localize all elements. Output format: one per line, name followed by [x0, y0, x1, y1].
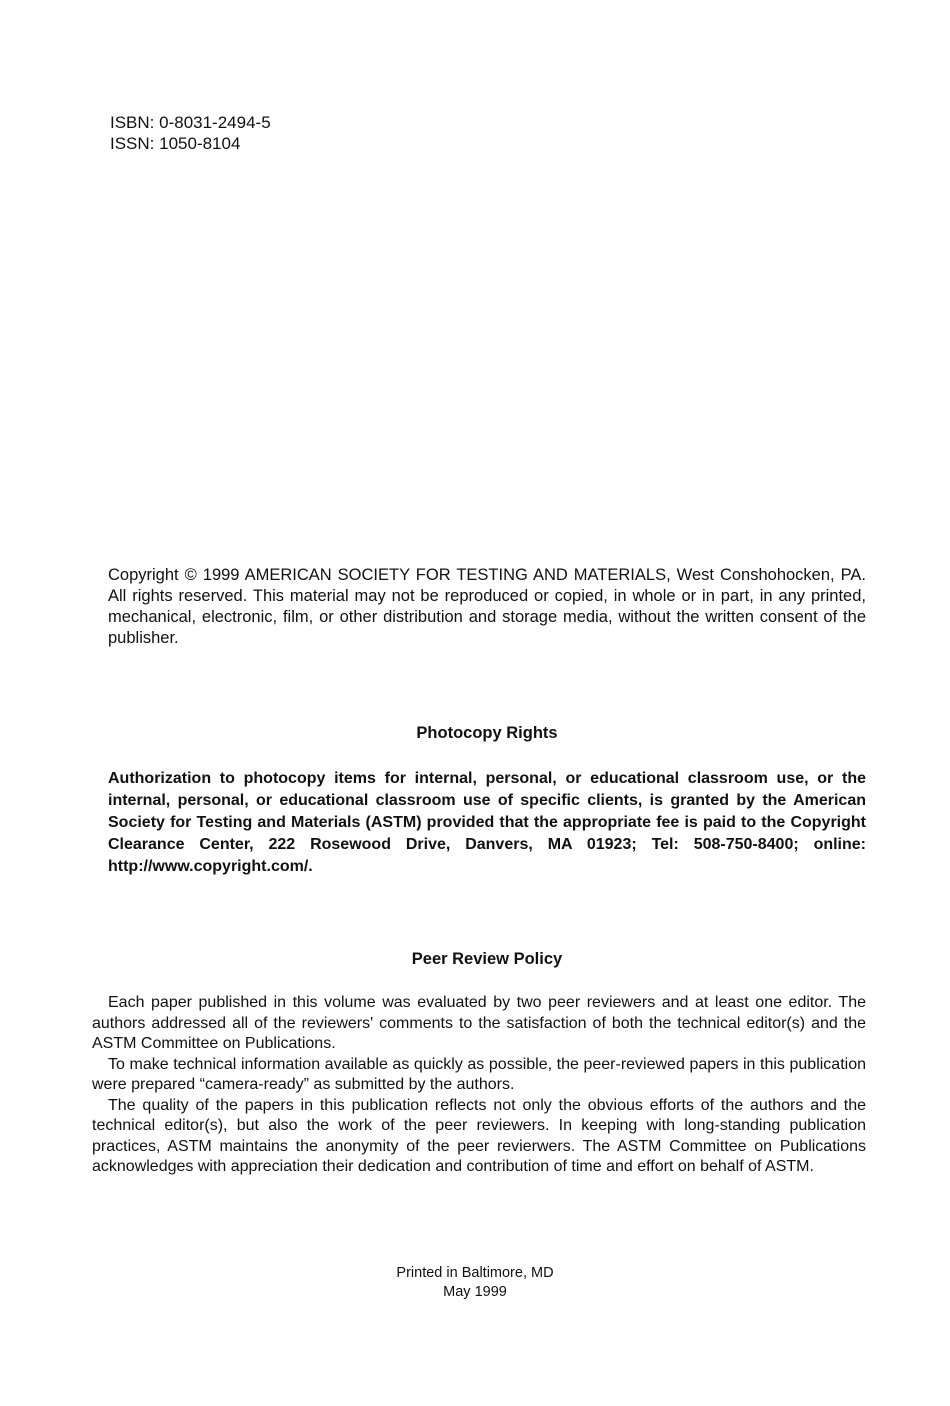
printed-location: Printed in Baltimore, MD	[396, 1265, 554, 1281]
peer-review-paragraph: Each paper published in this volume was evaluated by two peer reviewers and at least one editor. The authors addressed all of the reviewers' comments to the satisfaction of both the technical editor(s) and the ASTM Committee on Publications.	[92, 994, 866, 1052]
peer-review-heading: Peer Review Policy	[411, 950, 563, 968]
peer-review-body	[92, 993, 866, 1178]
issn-line: ISSN: 1050-8104	[110, 134, 241, 153]
printed-date: May 1999	[443, 1284, 507, 1300]
peer-review-paragraph: To make technical information available as quickly as possible, the peer-reviewed papers in this publication were prepared “camera-ready” as submitted by the authors.	[92, 1055, 866, 1093]
photocopy-rights-heading: Photocopy Rights	[416, 724, 558, 742]
imprint-block	[108, 1264, 842, 1302]
photocopy-rights-body: Authorization to photocopy items for internal, personal, or educational classroom use, or the internal, personal, or educational classroom use of specific clients, is granted by the American Society for Testing and Materials (ASTM) provided that the appropriate fee is paid to the Copyright Clearance Center, 222 Rosewood Drive, Danvers, MA 01923; Tel: 508-750-8400; online: http://www.copyright.com/.	[108, 770, 866, 875]
copyright-notice: Copyright © 1999 AMERICAN SOCIETY FOR TESTING AND MATERIALS, West Conshohocken, PA. All rights reserved. This material may not be reproduced or copied, in whole or in part, in any printed, mechanical, electronic, film, or other distribution and storage media, without the written consent of the publisher.	[108, 566, 866, 647]
isbn-line: ISBN: 0-8031-2494-5	[110, 113, 271, 132]
identifiers-block	[110, 112, 271, 154]
peer-review-paragraph: The quality of the papers in this publication reflects not only the obvious efforts of the authors and the technical editor(s), but also the work of the peer reviewers. In keeping with long-standing publication practices, ASTM maintains the anonymity of the peer revierwers. The ASTM Committee on Publications acknowledges with appreciation their dedication and contribution of time and effort on behalf of ASTM.	[92, 1096, 866, 1175]
